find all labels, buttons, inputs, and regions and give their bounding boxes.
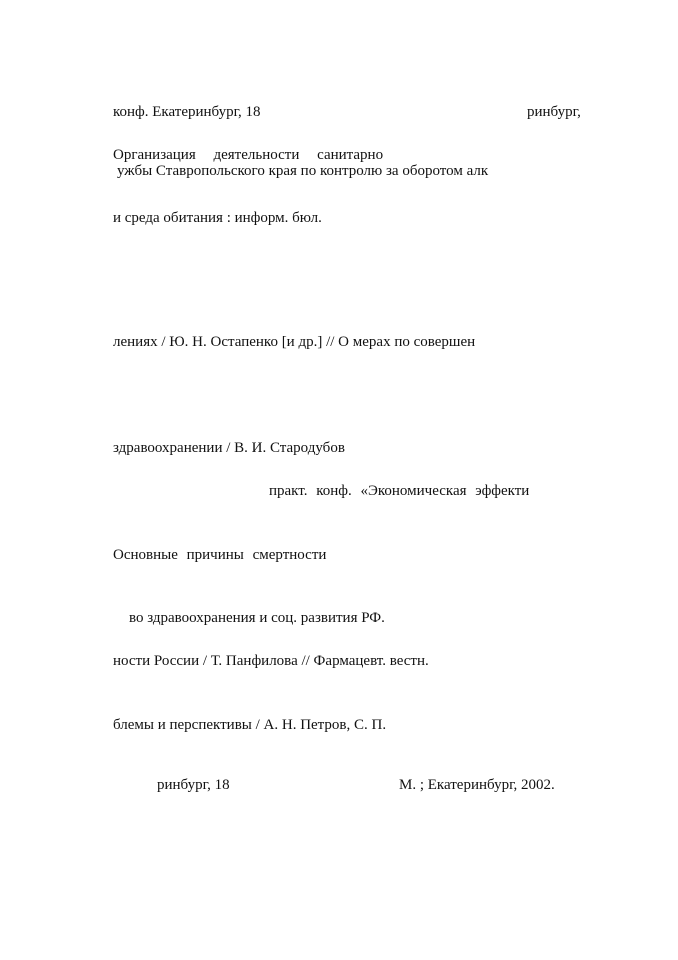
text-fragment-1: конф. Екатеринбург, 18: [113, 104, 261, 120]
text-fragment-12: блемы и перспективы / А. Н. Петров, С. П.: [113, 717, 387, 733]
text-fragment-14: М. ; Екатеринбург, 2002.: [399, 777, 555, 793]
text-fragment-7: здравоохранении / В. И. Стародубов: [113, 440, 345, 456]
text-fragment-11: ности России / Т. Панфилова // Фармацевт. вестн.: [113, 653, 429, 669]
text-fragment-4: ужбы Ставропольского края по контролю за оборотом алк: [117, 163, 489, 179]
text-fragment-3: Организация деятельности санитарно: [113, 147, 384, 163]
text-fragment-10: во здравоохранения и соц. развития РФ.: [129, 610, 385, 626]
text-fragment-5: и среда обитания : информ. бюл.: [113, 210, 322, 226]
text-fragment-9: Основные причины смертности: [113, 547, 327, 563]
text-fragment-8: практ. конф. «Экономическая эффекти: [269, 483, 530, 499]
text-fragment-6: лениях / Ю. Н. Остапенко [и др.] // О мерах по совершен: [113, 334, 476, 350]
text-fragment-2: ринбург,: [527, 104, 581, 120]
text-fragment-13: ринбург, 18: [157, 777, 230, 793]
